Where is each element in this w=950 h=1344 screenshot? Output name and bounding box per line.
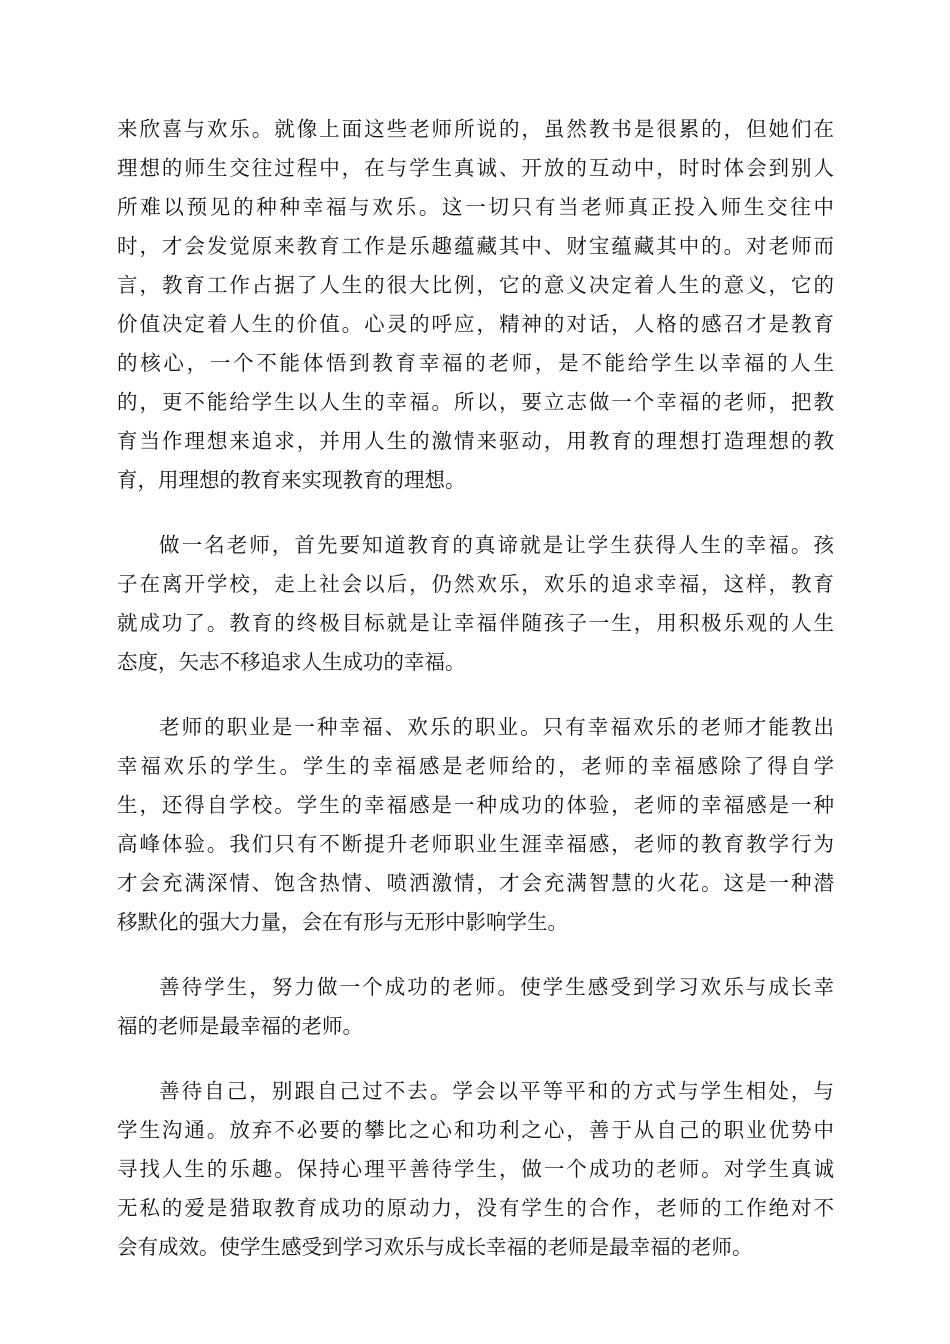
text-line: 理想的师生交往过程中，在与学生真诚、开放的互动中，时时体会到别人 [117,156,834,180]
text-line: 高峰体验。我们只有不断提升老师职业生涯幸福感，老师的教育教学行为 [117,832,834,856]
text-line: 态度，矢志不移追求人生成功的幸福。 [117,650,466,674]
text-line: 寻找人生的乐趣。保持心理平善待学生，做一个成功的老师。对学生真诚 [117,1157,834,1181]
text-line: 无私的爱是猎取教育成功的原动力，没有学生的合作，老师的工作绝对不 [117,1196,834,1220]
text-line: 善待自己，别跟自己过不去。学会以平等平和的方式与学生相处，与 [159,1079,834,1103]
paragraph-spacer [117,682,834,708]
text-line: 生，还得自学校。学生的幸福感是一种成功的体验，老师的幸福感是一种 [117,793,834,817]
text-line: 移默化的强大力量，会在有形与无形中影响学生。 [117,910,568,934]
paragraph-spacer [117,942,834,968]
paragraph-2 [117,526,834,682]
text-line: 就成功了。教育的终极目标就是让幸福伴随孩子一生，用积极乐观的人生 [117,611,834,635]
document-body [117,110,834,1267]
text-line: 子在离开学校，走上社会以后，仍然欢乐，欢乐的追求幸福，这样，教育 [117,572,834,596]
text-line: 幸福欢乐的学生。学生的幸福感是老师给的，老师的幸福感除了得自学 [117,754,834,778]
text-line: 来欣喜与欢乐。就像上面这些老师所说的，虽然教书是很累的，但她们在 [117,117,834,141]
text-line: 育当作理想来追求，并用人生的激情来驱动，用教育的理想打造理想的教 [117,429,834,453]
text-line: 学生沟通。放弃不必要的攀比之心和功利之心，善于从自己的职业优势中 [117,1118,834,1142]
paragraph-5 [117,1072,834,1267]
text-line: 会有成效。使学生感受到学习欢乐与成长幸福的老师是最幸福的老师。 [117,1235,753,1259]
text-line: 所难以预见的种种幸福与欢乐。这一切只有当老师真正投入师生交往中 [117,195,834,219]
text-line: 育，用理想的教育来实现教育的理想。 [117,468,466,492]
text-line: 言，教育工作占据了人生的很大比例，它的意义决定着人生的意义，它的 [117,273,834,297]
text-line: 做一名老师，首先要知道教育的真谛就是让学生获得人生的幸福。孩 [159,533,834,557]
text-line: 福的老师是最幸福的老师。 [117,1014,363,1038]
text-line: 才会充满深情、饱含热情、喷洒激情，才会充满智慧的火花。这是一种潜 [117,871,834,895]
paragraph-3 [117,708,834,942]
text-line: 时，才会发觉原来教育工作是乐趣蕴藏其中、财宝蕴藏其中的。对老师而 [117,234,834,258]
text-line: 老师的职业是一种幸福、欢乐的职业。只有幸福欢乐的老师才能教出 [159,715,834,739]
paragraph-spacer [117,500,834,526]
text-line: 善待学生，努力做一个成功的老师。使学生感受到学习欢乐与成长幸 [159,975,834,999]
paragraph-4 [117,968,834,1046]
text-line: 的，更不能给学生以人生的幸福。所以，要立志做一个幸福的老师，把教 [117,390,834,414]
text-line: 价值决定着人生的价值。心灵的呼应，精神的对话，人格的感召才是教育 [117,312,834,336]
paragraph-1 [117,110,834,500]
text-line: 的核心，一个不能体悟到教育幸福的老师，是不能给学生以幸福的人生 [117,351,834,375]
paragraph-spacer [117,1046,834,1072]
